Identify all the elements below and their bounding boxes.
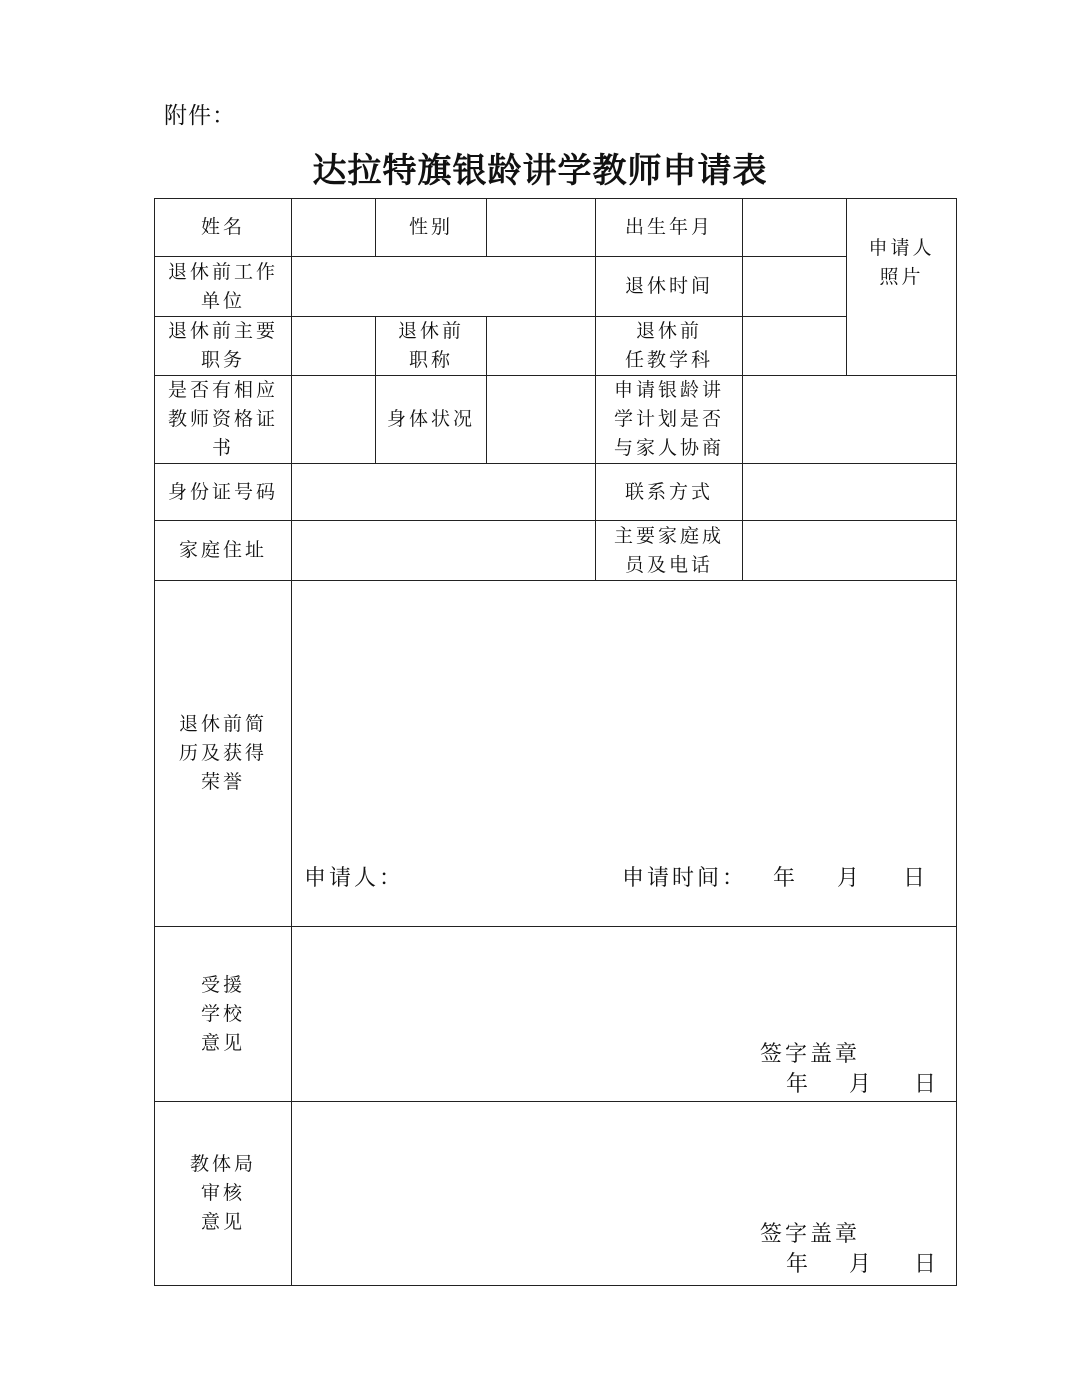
- subject-label-line-1: 退休前: [635, 320, 702, 342]
- school-date-row: [292, 1070, 956, 1100]
- subject-label: [596, 317, 743, 376]
- title-rank-label-line-2: 职称: [408, 349, 453, 371]
- family-agree-label: [596, 376, 743, 464]
- resume-label-line-1: 退休前简: [178, 713, 267, 735]
- gender-label: 性别: [376, 199, 487, 257]
- address-label: 家庭住址: [155, 521, 292, 581]
- health-field[interactable]: [487, 376, 596, 464]
- unit-label-line-1: 退休前工作: [167, 260, 278, 283]
- birth-field[interactable]: [743, 199, 847, 257]
- position-label: [155, 317, 292, 376]
- family-agree-field[interactable]: [743, 376, 957, 464]
- photo-label-line-2: 照片: [879, 266, 924, 288]
- address-field[interactable]: [292, 521, 596, 581]
- school-opinion-label: [155, 927, 292, 1102]
- qualification-label-line-1: 是否有相应: [167, 379, 278, 401]
- contact-field[interactable]: [743, 464, 957, 521]
- retire-time-field[interactable]: [743, 257, 847, 317]
- retire-time-label: 退休时间: [596, 257, 743, 317]
- school-opinion-label-line-3: 意见: [200, 1031, 245, 1054]
- qualification-label: [155, 376, 292, 464]
- month-label: 月: [837, 866, 863, 891]
- subject-label-line-2: 任教学科: [624, 349, 713, 371]
- title-rank-field[interactable]: [487, 317, 596, 376]
- family-members-field[interactable]: [743, 521, 957, 581]
- health-label: 身体状况: [376, 376, 487, 464]
- birth-label: 出生年月: [596, 199, 743, 257]
- school-opinion-label-line-1: 受援: [200, 973, 245, 996]
- unit-label-line-2: 单位: [200, 289, 245, 312]
- form-title: 达拉特旗银龄讲学教师申请表: [312, 151, 768, 191]
- school-month-label: 月: [849, 1072, 875, 1097]
- position-label-line-2: 职务: [200, 349, 245, 371]
- name-field[interactable]: [292, 199, 376, 257]
- school-opinion-label-line-2: 学校: [200, 1002, 245, 1025]
- id-number-field[interactable]: [292, 464, 596, 521]
- day-label: 日: [903, 866, 929, 891]
- attachment-label: 附件：: [164, 103, 236, 129]
- school-day-label: 日: [914, 1072, 940, 1097]
- family-members-label-line-2: 员及电话: [624, 553, 713, 576]
- family-agree-label-line-1: 申请银龄讲: [613, 379, 724, 401]
- school-year-label: 年: [786, 1072, 812, 1097]
- name-label: 姓名: [155, 199, 292, 257]
- bureau-date-row: [292, 1250, 956, 1280]
- subject-field[interactable]: [743, 317, 847, 376]
- photo-label-line-1: 申请人: [868, 237, 935, 259]
- title-rank-label: [376, 317, 487, 376]
- position-label-line-1: 退休前主要: [167, 320, 278, 342]
- unit-label: [155, 257, 292, 317]
- bureau-opinion-field[interactable]: [292, 1102, 957, 1286]
- resume-label-line-3: 荣誉: [200, 771, 245, 793]
- photo-cell[interactable]: [847, 199, 957, 376]
- id-number-label: 身份证号码: [155, 464, 292, 521]
- apply-time-label: 申请时间：: [622, 866, 748, 891]
- applicant-label: 申请人：: [304, 866, 405, 891]
- family-agree-label-line-3: 与家人协商: [613, 437, 724, 459]
- bureau-seal-label: 签字盖章: [760, 1222, 861, 1247]
- applicant-signature-row: [292, 864, 956, 894]
- school-seal-label: 签字盖章: [760, 1042, 861, 1067]
- school-opinion-field[interactable]: [292, 927, 957, 1102]
- bureau-opinion-label-line-3: 意见: [200, 1211, 245, 1233]
- resume-field[interactable]: [292, 581, 957, 927]
- resume-label-line-2: 历及获得: [178, 742, 267, 764]
- family-members-label-line-1: 主要家庭成: [613, 524, 724, 547]
- year-label: 年: [773, 866, 799, 891]
- bureau-day-label: 日: [914, 1252, 940, 1277]
- application-form-table: [154, 198, 957, 1286]
- resume-label: [155, 581, 292, 927]
- bureau-opinion-label-line-1: 教体局: [189, 1153, 256, 1175]
- unit-field[interactable]: [292, 257, 596, 317]
- position-field[interactable]: [292, 317, 376, 376]
- bureau-year-label: 年: [786, 1252, 812, 1277]
- qualification-label-line-2: 教师资格证: [167, 408, 278, 430]
- title-rank-label-line-1: 退休前: [397, 320, 464, 342]
- contact-label: 联系方式: [596, 464, 743, 521]
- family-members-label: [596, 521, 743, 581]
- gender-field[interactable]: [487, 199, 596, 257]
- bureau-opinion-label-line-2: 审核: [200, 1182, 245, 1204]
- family-agree-label-line-2: 学计划是否: [613, 408, 724, 430]
- qualification-field[interactable]: [292, 376, 376, 464]
- bureau-opinion-label: [155, 1102, 292, 1286]
- bureau-month-label: 月: [849, 1252, 875, 1277]
- qualification-label-line-3: 书: [211, 437, 234, 459]
